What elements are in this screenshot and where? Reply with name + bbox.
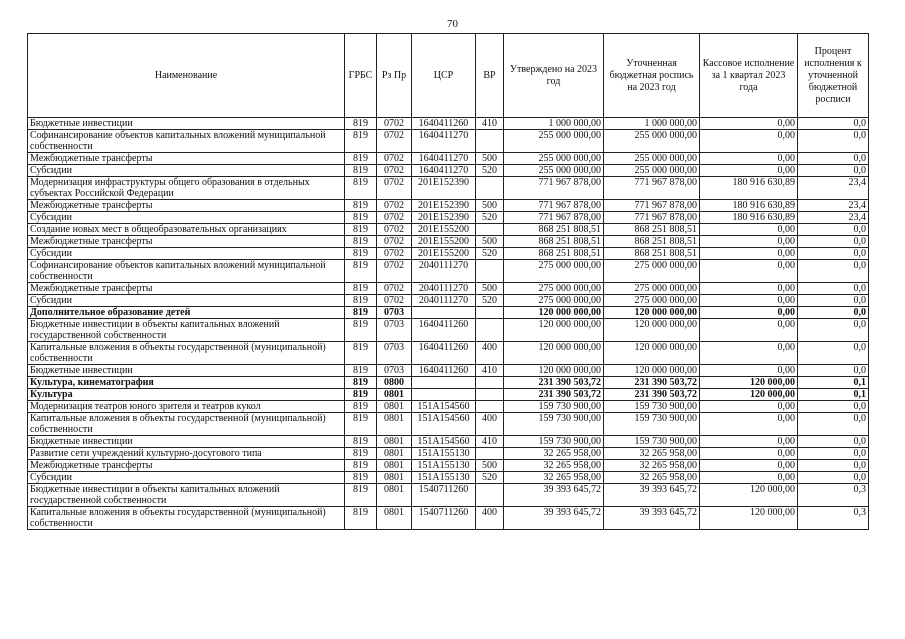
cell-cash: 0,00 bbox=[700, 283, 798, 295]
cell-cash: 0,00 bbox=[700, 248, 798, 260]
page-number: 70 bbox=[447, 18, 458, 30]
cell-revised: 159 730 900,00 bbox=[604, 401, 700, 413]
cell-grbs: 819 bbox=[345, 507, 377, 530]
cell-approved: 120 000 000,00 bbox=[504, 307, 604, 319]
header-grbs: ГРБС bbox=[345, 34, 377, 118]
table-row bbox=[28, 165, 869, 177]
cell-vr: 520 bbox=[476, 248, 504, 260]
cell-grbs: 819 bbox=[345, 436, 377, 448]
cell-approved: 159 730 900,00 bbox=[504, 401, 604, 413]
cell-revised: 275 000 000,00 bbox=[604, 295, 700, 307]
cell-revised: 39 393 645,72 bbox=[604, 484, 700, 507]
cell-approved: 275 000 000,00 bbox=[504, 283, 604, 295]
cell-name: Бюджетные инвестиции в объекты капитальных вложений государственной собственности bbox=[28, 319, 345, 342]
cell-grbs: 819 bbox=[345, 118, 377, 130]
cell-vr: 410 bbox=[476, 118, 504, 130]
cell-grbs: 819 bbox=[345, 177, 377, 200]
cell-percent: 0,0 bbox=[798, 295, 869, 307]
cell-cash: 0,00 bbox=[700, 153, 798, 165]
cell-grbs: 819 bbox=[345, 448, 377, 460]
cell-rzpr: 0703 bbox=[377, 319, 412, 342]
cell-cash: 0,00 bbox=[700, 165, 798, 177]
cell-approved: 868 251 808,51 bbox=[504, 236, 604, 248]
cell-csr: 151А155130 bbox=[412, 472, 476, 484]
cell-csr: 151А154560 bbox=[412, 413, 476, 436]
cell-name: Софинансирование объектов капитальных вложений муниципальной собственности bbox=[28, 130, 345, 153]
cell-grbs: 819 bbox=[345, 484, 377, 507]
cell-grbs: 819 bbox=[345, 283, 377, 295]
cell-vr: 500 bbox=[476, 153, 504, 165]
cell-approved: 32 265 958,00 bbox=[504, 448, 604, 460]
cell-csr: 151А154560 bbox=[412, 401, 476, 413]
cell-vr: 500 bbox=[476, 460, 504, 472]
cell-grbs: 819 bbox=[345, 342, 377, 365]
cell-name: Субсидии bbox=[28, 472, 345, 484]
cell-vr bbox=[476, 177, 504, 200]
cell-percent: 0,0 bbox=[798, 472, 869, 484]
cell-rzpr: 0801 bbox=[377, 436, 412, 448]
cell-percent: 0,0 bbox=[798, 165, 869, 177]
table-row bbox=[28, 319, 869, 342]
cell-approved: 275 000 000,00 bbox=[504, 295, 604, 307]
cell-rzpr: 0702 bbox=[377, 248, 412, 260]
cell-rzpr: 0702 bbox=[377, 224, 412, 236]
cell-revised: 32 265 958,00 bbox=[604, 472, 700, 484]
table-row bbox=[28, 389, 869, 401]
cell-revised: 120 000 000,00 bbox=[604, 319, 700, 342]
cell-grbs: 819 bbox=[345, 307, 377, 319]
cell-percent: 0,3 bbox=[798, 507, 869, 530]
cell-name: Модернизация инфраструктуры общего образования в отдельных субъектах Российской Федерации bbox=[28, 177, 345, 200]
cell-percent: 0,0 bbox=[798, 436, 869, 448]
cell-percent: 23,4 bbox=[798, 212, 869, 224]
cell-name: Межбюджетные трансферты bbox=[28, 283, 345, 295]
cell-vr: 500 bbox=[476, 283, 504, 295]
cell-revised: 120 000 000,00 bbox=[604, 365, 700, 377]
cell-rzpr: 0801 bbox=[377, 460, 412, 472]
cell-revised: 255 000 000,00 bbox=[604, 165, 700, 177]
cell-rzpr: 0801 bbox=[377, 413, 412, 436]
cell-grbs: 819 bbox=[345, 472, 377, 484]
table-row bbox=[28, 413, 869, 436]
cell-grbs: 819 bbox=[345, 413, 377, 436]
table-row bbox=[28, 342, 869, 365]
cell-name: Субсидии bbox=[28, 165, 345, 177]
cell-grbs: 819 bbox=[345, 295, 377, 307]
cell-approved: 868 251 808,51 bbox=[504, 248, 604, 260]
cell-csr bbox=[412, 389, 476, 401]
table-row bbox=[28, 212, 869, 224]
cell-cash: 0,00 bbox=[700, 472, 798, 484]
cell-rzpr: 0801 bbox=[377, 484, 412, 507]
cell-csr: 1640411270 bbox=[412, 153, 476, 165]
cell-grbs: 819 bbox=[345, 153, 377, 165]
cell-name: Модернизация театров юного зрителя и театров кукол bbox=[28, 401, 345, 413]
cell-vr: 410 bbox=[476, 436, 504, 448]
cell-cash: 0,00 bbox=[700, 342, 798, 365]
cell-csr: 2040111270 bbox=[412, 295, 476, 307]
cell-grbs: 819 bbox=[345, 236, 377, 248]
cell-cash: 180 916 630,89 bbox=[700, 212, 798, 224]
cell-vr bbox=[476, 307, 504, 319]
cell-csr: 201Е152390 bbox=[412, 212, 476, 224]
table-row bbox=[28, 401, 869, 413]
cell-approved: 255 000 000,00 bbox=[504, 165, 604, 177]
table-row bbox=[28, 248, 869, 260]
table-row bbox=[28, 153, 869, 165]
cell-percent: 0,1 bbox=[798, 377, 869, 389]
cell-approved: 255 000 000,00 bbox=[504, 153, 604, 165]
table-row bbox=[28, 365, 869, 377]
cell-csr: 201Е152390 bbox=[412, 177, 476, 200]
table-row bbox=[28, 236, 869, 248]
cell-name: Софинансирование объектов капитальных вложений муниципальной собственности bbox=[28, 260, 345, 283]
header-approved: Утверждено на 2023 год bbox=[504, 34, 604, 118]
cell-cash: 0,00 bbox=[700, 130, 798, 153]
cell-percent: 0,0 bbox=[798, 307, 869, 319]
cell-grbs: 819 bbox=[345, 365, 377, 377]
cell-vr bbox=[476, 130, 504, 153]
cell-csr: 201Е152390 bbox=[412, 200, 476, 212]
cell-name: Межбюджетные трансферты bbox=[28, 200, 345, 212]
cell-csr: 1640411260 bbox=[412, 118, 476, 130]
cell-vr: 400 bbox=[476, 507, 504, 530]
cell-grbs: 819 bbox=[345, 200, 377, 212]
cell-rzpr: 0702 bbox=[377, 177, 412, 200]
cell-revised: 275 000 000,00 bbox=[604, 283, 700, 295]
cell-rzpr: 0702 bbox=[377, 153, 412, 165]
cell-percent: 23,4 bbox=[798, 200, 869, 212]
cell-revised: 39 393 645,72 bbox=[604, 507, 700, 530]
cell-percent: 0,0 bbox=[798, 319, 869, 342]
cell-approved: 120 000 000,00 bbox=[504, 319, 604, 342]
cell-name: Межбюджетные трансферты bbox=[28, 236, 345, 248]
cell-name: Субсидии bbox=[28, 212, 345, 224]
cell-vr: 520 bbox=[476, 472, 504, 484]
cell-percent: 0,0 bbox=[798, 236, 869, 248]
cell-revised: 868 251 808,51 bbox=[604, 236, 700, 248]
cell-percent: 0,0 bbox=[798, 283, 869, 295]
cell-percent: 0,0 bbox=[798, 248, 869, 260]
cell-percent: 0,0 bbox=[798, 365, 869, 377]
cell-percent: 0,0 bbox=[798, 448, 869, 460]
cell-csr: 151А155130 bbox=[412, 448, 476, 460]
cell-cash: 0,00 bbox=[700, 224, 798, 236]
cell-name: Развитие сети учреждений культурно-досугового типа bbox=[28, 448, 345, 460]
table-row bbox=[28, 260, 869, 283]
cell-csr: 1540711260 bbox=[412, 484, 476, 507]
cell-grbs: 819 bbox=[345, 165, 377, 177]
cell-cash: 0,00 bbox=[700, 260, 798, 283]
cell-cash: 120 000,00 bbox=[700, 484, 798, 507]
cell-csr bbox=[412, 307, 476, 319]
cell-rzpr: 0702 bbox=[377, 118, 412, 130]
cell-vr: 520 bbox=[476, 165, 504, 177]
cell-cash: 0,00 bbox=[700, 118, 798, 130]
cell-percent: 0,0 bbox=[798, 118, 869, 130]
table-row bbox=[28, 377, 869, 389]
cell-vr: 400 bbox=[476, 413, 504, 436]
cell-name: Бюджетные инвестиции bbox=[28, 436, 345, 448]
cell-cash: 0,00 bbox=[700, 460, 798, 472]
cell-percent: 0,0 bbox=[798, 342, 869, 365]
cell-vr: 410 bbox=[476, 365, 504, 377]
cell-grbs: 819 bbox=[345, 212, 377, 224]
header-revised: Уточненная бюджетная роспись на 2023 год bbox=[604, 34, 700, 118]
cell-name: Межбюджетные трансферты bbox=[28, 460, 345, 472]
cell-approved: 159 730 900,00 bbox=[504, 413, 604, 436]
table-row bbox=[28, 118, 869, 130]
cell-vr: 500 bbox=[476, 200, 504, 212]
cell-approved: 32 265 958,00 bbox=[504, 472, 604, 484]
cell-vr: 520 bbox=[476, 212, 504, 224]
cell-cash: 0,00 bbox=[700, 307, 798, 319]
cell-approved: 1 000 000,00 bbox=[504, 118, 604, 130]
cell-rzpr: 0801 bbox=[377, 472, 412, 484]
cell-rzpr: 0703 bbox=[377, 307, 412, 319]
cell-percent: 0,3 bbox=[798, 484, 869, 507]
table-row bbox=[28, 472, 869, 484]
cell-cash: 0,00 bbox=[700, 401, 798, 413]
cell-cash: 120 000,00 bbox=[700, 389, 798, 401]
cell-percent: 23,4 bbox=[798, 177, 869, 200]
table-row bbox=[28, 448, 869, 460]
cell-revised: 120 000 000,00 bbox=[604, 342, 700, 365]
cell-name: Субсидии bbox=[28, 295, 345, 307]
cell-csr: 201Е155200 bbox=[412, 224, 476, 236]
cell-rzpr: 0702 bbox=[377, 295, 412, 307]
cell-name: Капитальные вложения в объекты государственной (муниципальной) собственности bbox=[28, 507, 345, 530]
cell-name: Создание новых мест в общеобразовательных организациях bbox=[28, 224, 345, 236]
table-row bbox=[28, 295, 869, 307]
table-row bbox=[28, 436, 869, 448]
cell-approved: 32 265 958,00 bbox=[504, 460, 604, 472]
cell-revised: 275 000 000,00 bbox=[604, 260, 700, 283]
cell-revised: 255 000 000,00 bbox=[604, 153, 700, 165]
cell-vr bbox=[476, 224, 504, 236]
table-row bbox=[28, 177, 869, 200]
cell-rzpr: 0702 bbox=[377, 260, 412, 283]
cell-approved: 120 000 000,00 bbox=[504, 342, 604, 365]
cell-rzpr: 0801 bbox=[377, 389, 412, 401]
cell-rzpr: 0702 bbox=[377, 283, 412, 295]
cell-vr: 520 bbox=[476, 295, 504, 307]
cell-cash: 120 000,00 bbox=[700, 507, 798, 530]
cell-csr: 1640411260 bbox=[412, 365, 476, 377]
cell-cash: 0,00 bbox=[700, 365, 798, 377]
cell-approved: 231 390 503,72 bbox=[504, 377, 604, 389]
cell-name: Субсидии bbox=[28, 248, 345, 260]
cell-percent: 0,0 bbox=[798, 153, 869, 165]
cell-approved: 255 000 000,00 bbox=[504, 130, 604, 153]
cell-approved: 120 000 000,00 bbox=[504, 365, 604, 377]
cell-rzpr: 0801 bbox=[377, 507, 412, 530]
cell-name: Капитальные вложения в объекты государственной (муниципальной) собственности bbox=[28, 342, 345, 365]
cell-revised: 32 265 958,00 bbox=[604, 448, 700, 460]
table-row bbox=[28, 283, 869, 295]
cell-rzpr: 0703 bbox=[377, 342, 412, 365]
cell-csr: 2040111270 bbox=[412, 260, 476, 283]
header-rzpr: Рз Пр bbox=[377, 34, 412, 118]
cell-grbs: 819 bbox=[345, 248, 377, 260]
cell-rzpr: 0800 bbox=[377, 377, 412, 389]
cell-grbs: 819 bbox=[345, 401, 377, 413]
cell-revised: 159 730 900,00 bbox=[604, 413, 700, 436]
cell-vr bbox=[476, 319, 504, 342]
cell-percent: 0,0 bbox=[798, 401, 869, 413]
cell-grbs: 819 bbox=[345, 224, 377, 236]
cell-grbs: 819 bbox=[345, 460, 377, 472]
cell-cash: 0,00 bbox=[700, 319, 798, 342]
cell-grbs: 819 bbox=[345, 260, 377, 283]
cell-approved: 868 251 808,51 bbox=[504, 224, 604, 236]
cell-rzpr: 0702 bbox=[377, 236, 412, 248]
cell-revised: 231 390 503,72 bbox=[604, 389, 700, 401]
cell-csr: 2040111270 bbox=[412, 283, 476, 295]
cell-name: Культура bbox=[28, 389, 345, 401]
table-row bbox=[28, 200, 869, 212]
header-vr: ВР bbox=[476, 34, 504, 118]
cell-percent: 0,0 bbox=[798, 260, 869, 283]
cell-percent: 0,0 bbox=[798, 224, 869, 236]
cell-cash: 0,00 bbox=[700, 236, 798, 248]
header-name: Наименование bbox=[28, 34, 345, 118]
table-row bbox=[28, 130, 869, 153]
cell-approved: 771 967 878,00 bbox=[504, 200, 604, 212]
cell-percent: 0,0 bbox=[798, 413, 869, 436]
cell-name: Бюджетные инвестиции bbox=[28, 118, 345, 130]
cell-revised: 231 390 503,72 bbox=[604, 377, 700, 389]
cell-cash: 0,00 bbox=[700, 448, 798, 460]
cell-approved: 39 393 645,72 bbox=[504, 507, 604, 530]
cell-approved: 231 390 503,72 bbox=[504, 389, 604, 401]
table-row bbox=[28, 224, 869, 236]
cell-revised: 1 000 000,00 bbox=[604, 118, 700, 130]
table-header-row bbox=[28, 34, 869, 118]
header-csr: ЦСР bbox=[412, 34, 476, 118]
cell-rzpr: 0702 bbox=[377, 165, 412, 177]
cell-percent: 0,0 bbox=[798, 460, 869, 472]
cell-grbs: 819 bbox=[345, 389, 377, 401]
cell-approved: 275 000 000,00 bbox=[504, 260, 604, 283]
cell-name: Бюджетные инвестиции в объекты капитальных вложений государственной собственности bbox=[28, 484, 345, 507]
cell-grbs: 819 bbox=[345, 377, 377, 389]
cell-csr: 1640411270 bbox=[412, 130, 476, 153]
cell-cash: 0,00 bbox=[700, 413, 798, 436]
cell-rzpr: 0702 bbox=[377, 130, 412, 153]
cell-vr bbox=[476, 448, 504, 460]
table-row bbox=[28, 484, 869, 507]
cell-approved: 771 967 878,00 bbox=[504, 212, 604, 224]
cell-name: Дополнительное образование детей bbox=[28, 307, 345, 319]
cell-vr bbox=[476, 377, 504, 389]
cell-revised: 771 967 878,00 bbox=[604, 212, 700, 224]
cell-csr: 1640411260 bbox=[412, 319, 476, 342]
cell-rzpr: 0801 bbox=[377, 448, 412, 460]
cell-csr: 1640411270 bbox=[412, 165, 476, 177]
cell-grbs: 819 bbox=[345, 130, 377, 153]
cell-csr: 1540711260 bbox=[412, 507, 476, 530]
cell-revised: 255 000 000,00 bbox=[604, 130, 700, 153]
cell-rzpr: 0702 bbox=[377, 200, 412, 212]
cell-cash: 180 916 630,89 bbox=[700, 177, 798, 200]
cell-csr: 151А155130 bbox=[412, 460, 476, 472]
cell-vr: 400 bbox=[476, 342, 504, 365]
cell-name: Культура, кинематография bbox=[28, 377, 345, 389]
cell-vr: 500 bbox=[476, 236, 504, 248]
cell-rzpr: 0702 bbox=[377, 212, 412, 224]
table-body bbox=[28, 118, 869, 530]
cell-revised: 32 265 958,00 bbox=[604, 460, 700, 472]
cell-revised: 868 251 808,51 bbox=[604, 248, 700, 260]
header-percent: Процент исполнения к уточненной бюджетной росписи bbox=[798, 34, 869, 118]
cell-csr: 1640411260 bbox=[412, 342, 476, 365]
cell-name: Бюджетные инвестиции bbox=[28, 365, 345, 377]
cell-grbs: 819 bbox=[345, 319, 377, 342]
cell-csr bbox=[412, 377, 476, 389]
table-row bbox=[28, 507, 869, 530]
cell-revised: 159 730 900,00 bbox=[604, 436, 700, 448]
cell-approved: 39 393 645,72 bbox=[504, 484, 604, 507]
cell-percent: 0,0 bbox=[798, 130, 869, 153]
cell-csr: 151А154560 bbox=[412, 436, 476, 448]
cell-revised: 868 251 808,51 bbox=[604, 224, 700, 236]
cell-revised: 120 000 000,00 bbox=[604, 307, 700, 319]
cell-vr bbox=[476, 401, 504, 413]
table-row bbox=[28, 460, 869, 472]
cell-cash: 0,00 bbox=[700, 295, 798, 307]
cell-rzpr: 0801 bbox=[377, 401, 412, 413]
cell-vr bbox=[476, 484, 504, 507]
cell-approved: 771 967 878,00 bbox=[504, 177, 604, 200]
cell-approved: 159 730 900,00 bbox=[504, 436, 604, 448]
cell-name: Межбюджетные трансферты bbox=[28, 153, 345, 165]
budget-table bbox=[27, 33, 869, 530]
cell-cash: 120 000,00 bbox=[700, 377, 798, 389]
cell-csr: 201Е155200 bbox=[412, 248, 476, 260]
cell-rzpr: 0703 bbox=[377, 365, 412, 377]
cell-cash: 0,00 bbox=[700, 436, 798, 448]
cell-vr bbox=[476, 260, 504, 283]
cell-cash: 180 916 630,89 bbox=[700, 200, 798, 212]
table-row bbox=[28, 307, 869, 319]
cell-csr: 201Е155200 bbox=[412, 236, 476, 248]
cell-name: Капитальные вложения в объекты государственной (муниципальной) собственности bbox=[28, 413, 345, 436]
cell-revised: 771 967 878,00 bbox=[604, 177, 700, 200]
cell-vr bbox=[476, 389, 504, 401]
cell-percent: 0,1 bbox=[798, 389, 869, 401]
cell-revised: 771 967 878,00 bbox=[604, 200, 700, 212]
header-cash: Кассовое исполнение за 1 квартал 2023 года bbox=[700, 34, 798, 118]
